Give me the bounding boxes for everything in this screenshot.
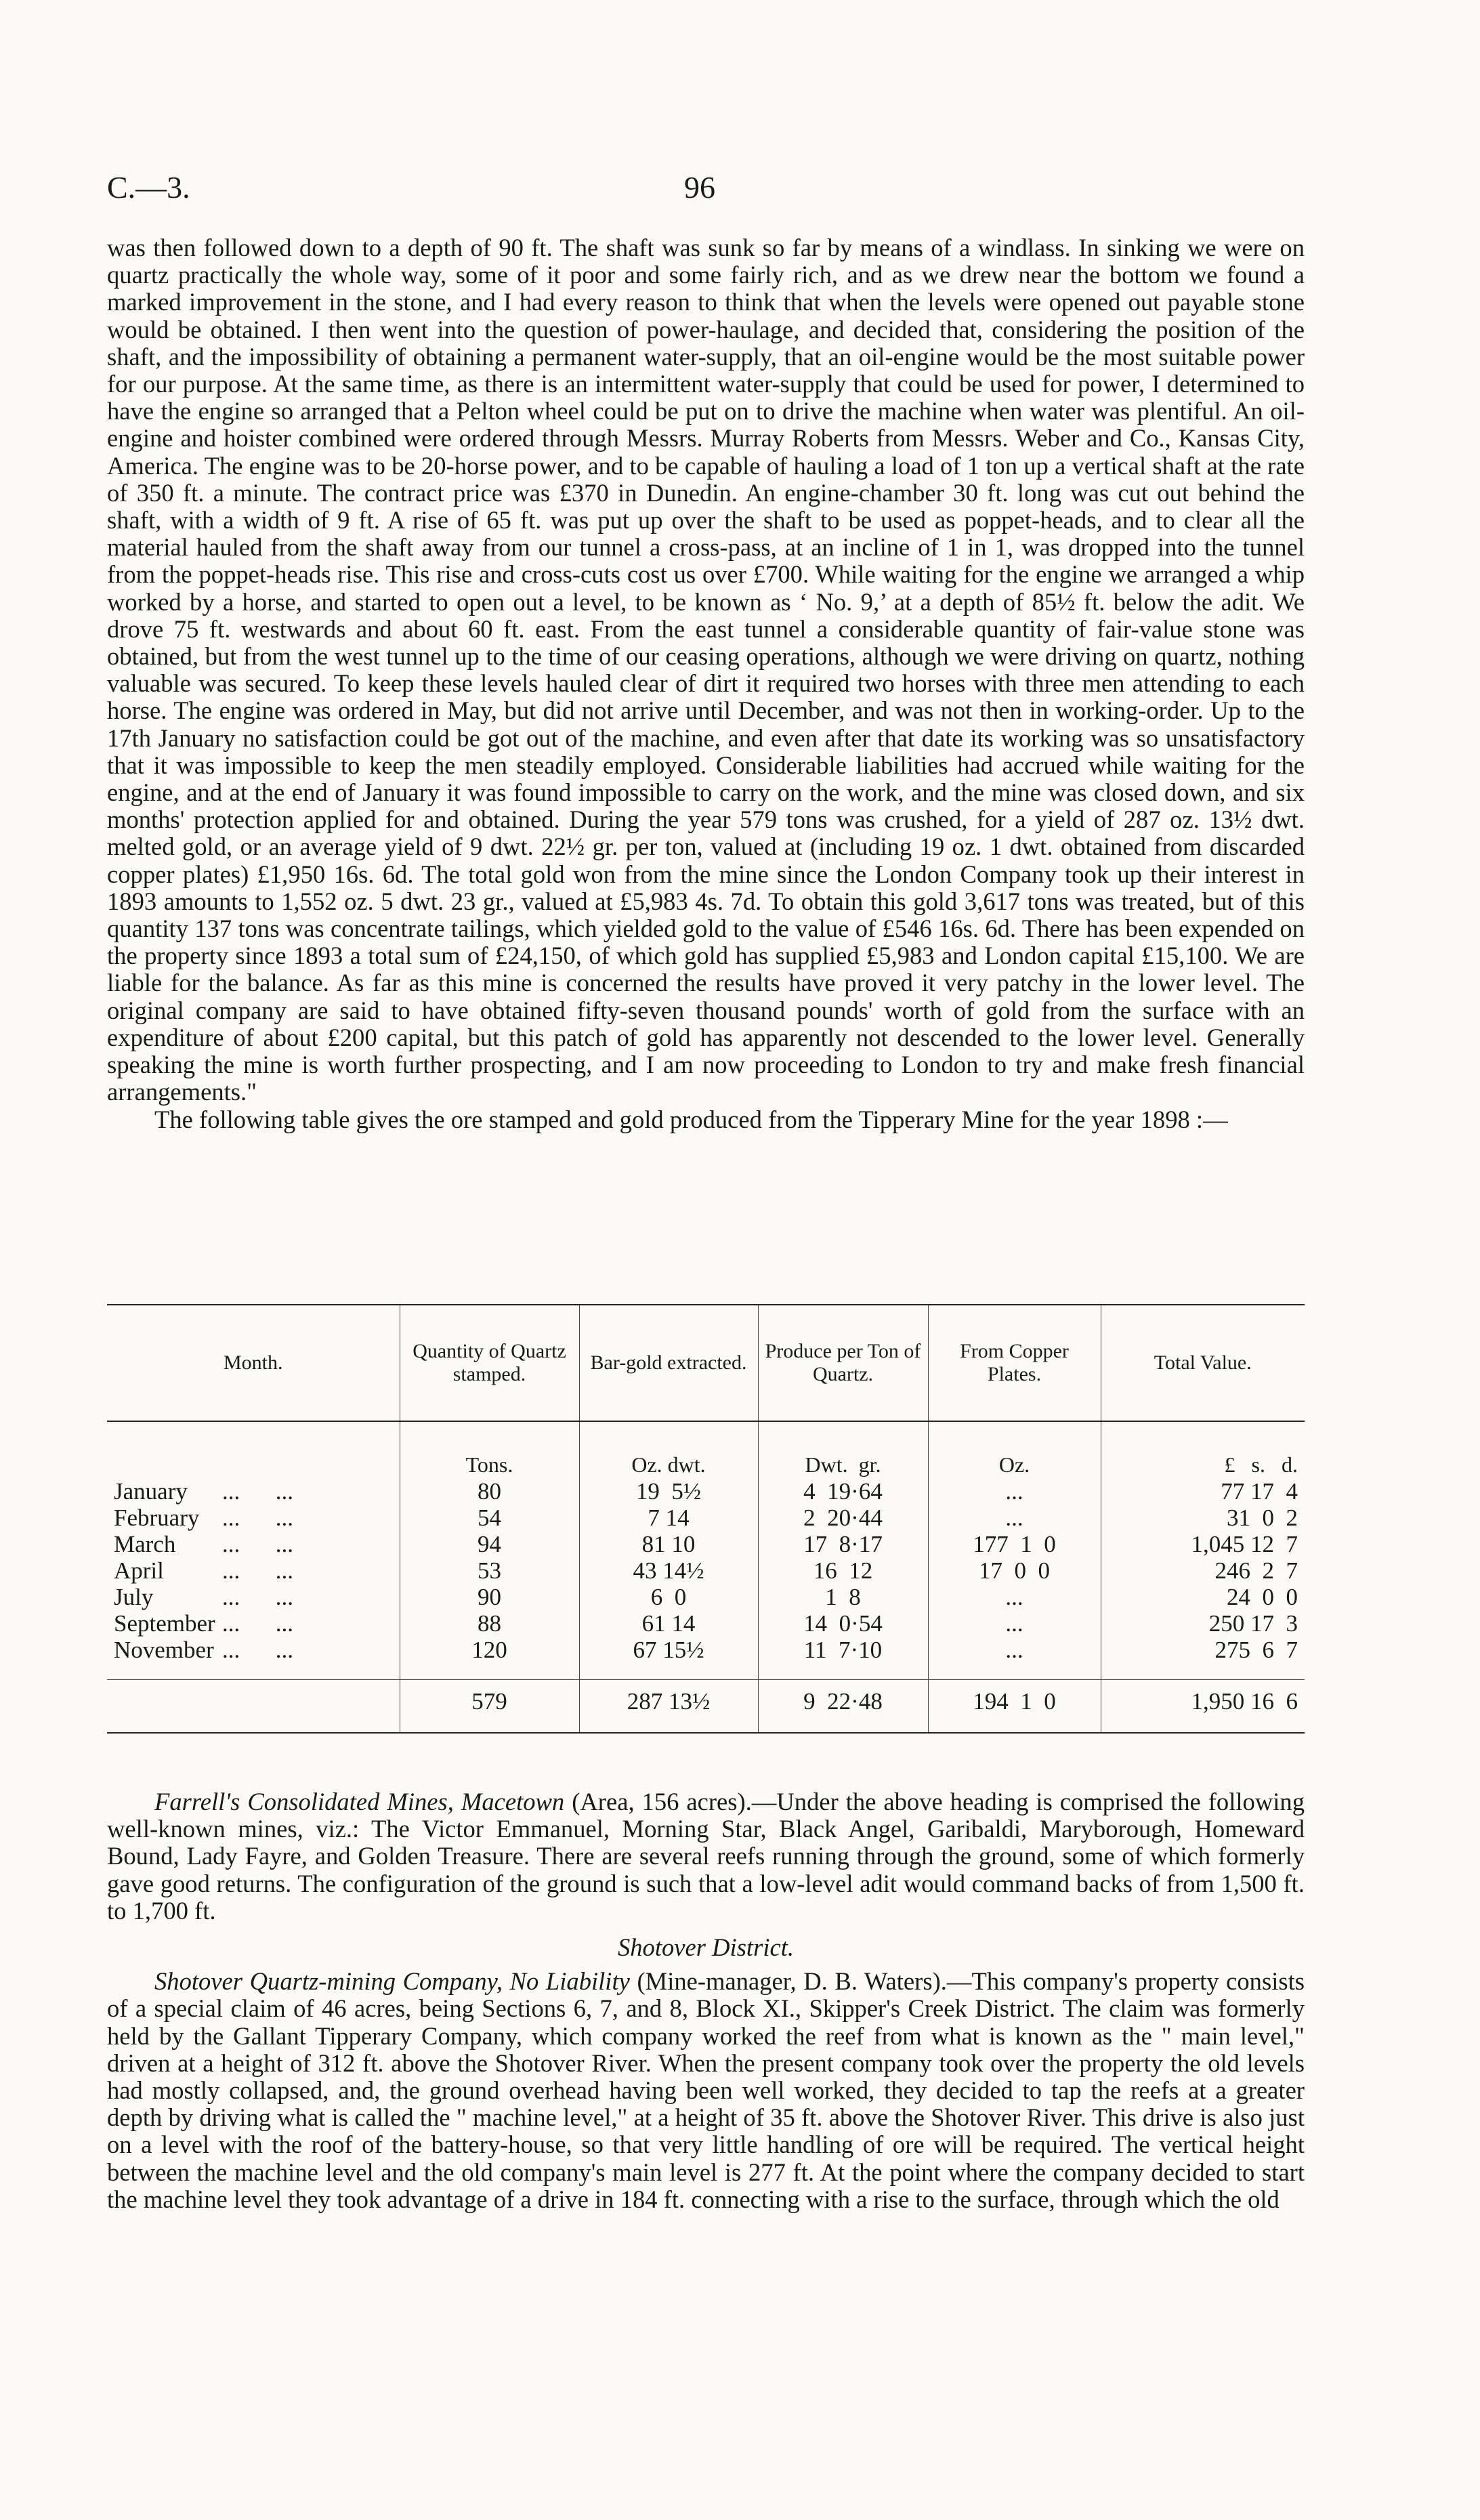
leader-dots: ... ...	[222, 1637, 293, 1663]
table-cell: ...	[928, 1637, 1101, 1663]
table-cell: 80	[400, 1478, 579, 1505]
table-cell: 19 5½	[579, 1478, 758, 1505]
table-cell: 53	[400, 1557, 579, 1584]
month-label	[114, 1610, 317, 1637]
table-cell: 6 0	[579, 1584, 758, 1610]
total-cell: 9 22·48	[758, 1680, 928, 1734]
document-reference: C.—3.	[107, 170, 190, 205]
month-cell	[107, 1531, 400, 1557]
leader-dots: ... ...	[222, 1584, 293, 1610]
unit-cell: £ s. d.	[1101, 1421, 1305, 1478]
total-cell: 194 1 0	[928, 1680, 1101, 1734]
total-cell	[107, 1680, 400, 1734]
column-header-produce-per-ton: Produce per Ton of Quartz.	[758, 1305, 928, 1421]
month-cell	[107, 1505, 400, 1531]
month-label	[114, 1584, 317, 1610]
farrell-title: Farrell's Consolidated Mines, Macetown	[154, 1788, 565, 1815]
tipperary-production-table	[107, 1304, 1305, 1734]
table-cell: 17 0 0	[928, 1557, 1101, 1584]
table-cell: 120	[400, 1637, 579, 1663]
farrell-paragraph	[107, 1788, 1305, 1925]
page-number: 96	[684, 170, 715, 205]
paragraph-continued: was then followed down to a depth of 90 ft. The shaft was sunk so far by means of a windlass. In sinking we were on quartz practically the whole way, some of it poor and some fairly rich, and as we drew near the bottom we found a marked improvement in the stone, and I had every reason to think that when the levels were opened out payable stone would be obtained. I then went into the question of power-haulage, and decided that, considering the position of the shaft, and the impossibility of obtaining a permanent water-supply, that an oil-engine would be the most suitable power for our purpose. At the same time, as there is an intermittent water-supply that could be used for power, I determined to have the engine so arranged that a Pelton wheel could be put on to drive the machine when water was plentiful. An oil-engine and hoister combined were ordered through Messrs. Murray Roberts from Messrs. Weber and Co., Kansas City, America. The engine was to be 20-horse power, and to be capable of hauling a load of 1 ton up a vertical shaft at the rate of 350 ft. a minute. The contract price was £370 in Dunedin. An engine-chamber 30 ft. long was cut out behind the shaft, with a width of 9 ft. A rise of 65 ft. was put up over the shaft to be used as poppet-heads, and to clear all the material hauled from the shaft away from our tunnel a cross-pass, at an incline of 1 in 1, was dropped into the tunnel from the poppet-heads rise. This rise and cross-cuts cost us over £700. While waiting for the engine we arranged a whip worked by a horse, and started to open out a level, to be known as ‘ No. 9,’ at a depth of 85½ ft. below the adit. We drove 75 ft. westwards and about 60 ft. east. From the east tunnel a considerable quantity of fair-value stone was obtained, but from the west tunnel up to the time of our ceasing operations, although we were driving on quartz, nothing valuable was secured. To keep these levels hauled clear of dirt it required two horses with three men attending to each horse. The engine was ordered in May, but did not arrive until December, and was not then in working-order. Up to the 17th January no satisfaction could be got out of the machine, and even after that date its working was so unsatisfactory that it was impossible to keep the men steadily employed. Considerable liabilities had accrued while waiting for the engine, and at the end of January it was found impossible to carry on the work, and the mine was closed down, and six months' protection applied for and obtained. During the year 579 tons was crushed, for a yield of 287 oz. 13½ dwt. melted gold, or an average yield of 9 dwt. 22½ gr. per ton, valued at (including 19 oz. 1 dwt. obtained from discarded copper plates) £1,950 16s. 6d. The total gold won from the mine since the London Company took up their interest in 1893 amounts to 1,552 oz. 5 dwt. 23 gr., valued at £5,983 4s. 7d. To obtain this gold 3,617 tons was treated, but of this quantity 137 tons was concentrate tailings, which yielded gold to the value of £546 16s. 6d. There has been expended on the property since 1893 a total sum of £24,150, of which gold has supplied £5,983 and London capital £15,100. We are liable for the balance. As far as this mine is concerned the results have proved it very patchy in the lower level. The original company are said to have obtained fifty-seven thousand pounds' worth of gold from the surface with an expenditure of about £200 capital, but this patch of gold has apparently not descended to the lower level. Generally speaking the mine is worth further prospecting, and I am now proceeding to London to try and make fresh financial arrangements."	[107, 234, 1305, 1106]
running-head	[107, 169, 1373, 210]
section-heading: Shotover District.	[617, 1933, 795, 1962]
table-cell: 11 7·10	[758, 1637, 928, 1663]
shotover-paragraph	[107, 1968, 1305, 2213]
shotover-text: (Mine-manager, D. B. Waters).—This company's property consists of a special claim of 46 acres, being Sections 6, 7, and 8, Block XI., Skipper's Creek District. The claim was formerly held by the Gallant Tipperary Company, which company worked the reef from what is known as the " main level," driven at a height of 312 ft. above the Shotover River. When the present company took over the property the old levels had mostly collapsed, and, the ground overhead having been well worked, they decided to tap the reefs at a greater depth by driving what is called the " machine level," at a height of 35 ft. above the Shotover River. This drive is also just on a level with the roof of the battery-house, so that very little handling of ore will be required. The vertical height between the machine level and the old company's main level is 277 ft. At the point where the company decided to start the machine level they took advantage of a drive in 184 ft. connecting with a rise to the surface, through which the old	[107, 1967, 1305, 2213]
table-cell: 24 0 0	[1101, 1584, 1305, 1610]
table-row	[107, 1557, 1305, 1584]
table-cell: ...	[928, 1584, 1101, 1610]
table-row	[107, 1478, 1305, 1505]
leader-dots: ... ...	[222, 1610, 293, 1637]
unit-cell	[107, 1421, 400, 1478]
month-name: November	[114, 1637, 214, 1663]
column-header-copper-plates: From Copper Plates.	[928, 1305, 1101, 1421]
table-cell: 90	[400, 1584, 579, 1610]
month-cell	[107, 1637, 400, 1663]
column-header-month: Month.	[107, 1305, 400, 1421]
table-cell: ...	[928, 1505, 1101, 1531]
total-cell: 1,950 16 6	[1101, 1680, 1305, 1734]
month-name: March	[114, 1531, 176, 1557]
month-label	[114, 1505, 317, 1531]
table-cell: ...	[928, 1478, 1101, 1505]
table-cell: 88	[400, 1610, 579, 1637]
month-label	[114, 1557, 317, 1584]
column-header-quantity: Quantity of Quartz stamped.	[400, 1305, 579, 1421]
table-cell: 250 17 3	[1101, 1610, 1305, 1637]
table-cell: 31 0 2	[1101, 1505, 1305, 1531]
table-cell: 54	[400, 1505, 579, 1531]
total-cell: 287 13½	[579, 1680, 758, 1734]
table-cell: 81 10	[579, 1531, 758, 1557]
table-totals-row	[107, 1680, 1305, 1734]
shotover-title: Shotover Quartz-mining Company, No Liability	[154, 1967, 630, 1996]
table-cell: 14 0·54	[758, 1610, 928, 1637]
table-cell: 43 14½	[579, 1557, 758, 1584]
table-row	[107, 1584, 1305, 1610]
table-cell: 177 1 0	[928, 1531, 1101, 1557]
month-name: April	[114, 1557, 164, 1584]
month-name: January	[114, 1478, 188, 1505]
leader-dots: ... ...	[222, 1531, 293, 1557]
month-cell	[107, 1557, 400, 1584]
table-row	[107, 1637, 1305, 1663]
month-label	[114, 1637, 317, 1663]
month-cell	[107, 1478, 400, 1505]
table-row	[107, 1505, 1305, 1531]
main-text	[107, 234, 1305, 1133]
unit-cell: Oz. dwt.	[579, 1421, 758, 1478]
table-cell: 275 6 7	[1101, 1637, 1305, 1663]
table-cell: 1 8	[758, 1584, 928, 1610]
unit-cell: Tons.	[400, 1421, 579, 1478]
table-intro: The following table gives the ore stamped and gold produced from the Tipperary Mine for the year 1898 :—	[154, 1105, 1228, 1133]
table-cell: 16 12	[758, 1557, 928, 1584]
units-row	[107, 1421, 1305, 1478]
month-label	[114, 1478, 317, 1505]
month-name: July	[114, 1584, 154, 1610]
table-cell: 2 20·44	[758, 1505, 928, 1531]
column-header-total-value: Total Value.	[1101, 1305, 1305, 1421]
farrell-text: (Area, 156 acres).—Under the above heading is comprised the following well-known mines, viz.: The Victor Emmanuel, Morning Star, Black Angel, Garibaldi, Maryborough, Homeward Bound, Lady Fayre, and Golden Treasure. There are several reefs running through the ground, some of which formerly gave good returns. The configuration of the ground is such that a low-level adit would command backs of from 1,500 ft. to 1,700 ft.	[107, 1788, 1305, 1925]
unit-cell: Oz.	[928, 1421, 1101, 1478]
table-row	[107, 1531, 1305, 1557]
table-header-row	[107, 1305, 1305, 1421]
table-cell: 94	[400, 1531, 579, 1557]
month-label	[114, 1531, 317, 1557]
leader-dots: ... ...	[222, 1505, 293, 1531]
table-cell: 4 19·64	[758, 1478, 928, 1505]
table-cell: 246 2 7	[1101, 1557, 1305, 1584]
month-name: February	[114, 1505, 200, 1531]
month-name: September	[114, 1610, 215, 1637]
table-row	[107, 1610, 1305, 1637]
leader-dots: ... ...	[222, 1557, 293, 1584]
table-cell: 77 17 4	[1101, 1478, 1305, 1505]
lower-text	[107, 1788, 1305, 2213]
table-cell: ...	[928, 1610, 1101, 1637]
table-cell: 7 14	[579, 1505, 758, 1531]
leader-dots: ... ...	[222, 1478, 293, 1505]
table-cell: 17 8·17	[758, 1531, 928, 1557]
unit-cell: Dwt. gr.	[758, 1421, 928, 1478]
table-cell: 1,045 12 7	[1101, 1531, 1305, 1557]
month-cell	[107, 1584, 400, 1610]
month-cell	[107, 1610, 400, 1637]
column-header-bar-gold: Bar-gold extracted.	[579, 1305, 758, 1421]
table-cell: 61 14	[579, 1610, 758, 1637]
table-cell: 67 15½	[579, 1637, 758, 1663]
total-cell: 579	[400, 1680, 579, 1734]
table-spacer	[107, 1663, 1305, 1680]
